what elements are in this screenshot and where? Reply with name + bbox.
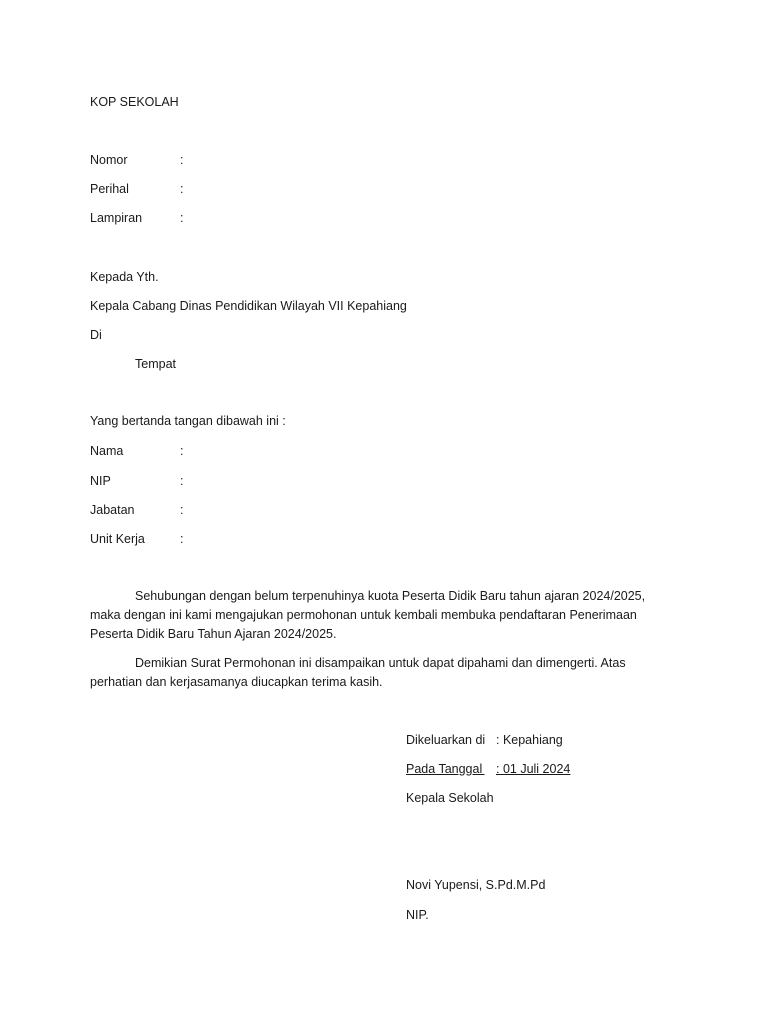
- closing-signer-name: Novi Yupensi, S.Pd.M.Pd: [406, 878, 546, 892]
- closing-issued-label: Dikeluarkan di: [406, 733, 486, 747]
- kop-sekolah: KOP SEKOLAH: [90, 95, 179, 109]
- signer-intro: Yang bertanda tangan dibawah ini :: [90, 414, 286, 428]
- meta-nomor-label: Nomor: [90, 153, 128, 167]
- closing-position: Kepala Sekolah: [406, 791, 494, 805]
- recipient-name: Kepala Cabang Dinas Pendidikan Wilayah VII Kepahiang: [90, 299, 407, 313]
- signer-jabatan-label: Jabatan: [90, 503, 135, 517]
- closing-date-value: : 01 Juli 2024: [496, 762, 571, 776]
- signer-nama-label: Nama: [90, 444, 124, 458]
- signer-nip-colon: :: [180, 474, 184, 488]
- signer-unit-kerja-label: Unit Kerja: [90, 532, 145, 546]
- signer-nama-colon: :: [180, 444, 184, 458]
- recipient-tempat: Tempat: [135, 357, 176, 371]
- body-paragraph-1-text: Sehubungan dengan belum terpenuhinya kuota Peserta Didik Baru tahun ajaran 2024/2025, maka dengan ini kami mengajukan permohonan untuk kembali membuka pendaftaran Penerimaan Peserta Didik Baru Tahun Ajaran 2024/2025.: [90, 589, 646, 641]
- signer-unit-kerja-colon: :: [180, 532, 184, 546]
- closing-nip-label: NIP.: [406, 908, 429, 922]
- closing-date-label: Pada Tanggal: [406, 762, 483, 776]
- meta-perihal-colon: :: [180, 182, 184, 196]
- body-paragraph-1: [90, 587, 666, 644]
- meta-perihal-label: Perihal: [90, 182, 129, 196]
- meta-nomor-colon: :: [180, 153, 184, 167]
- closing-date-gap: [481, 761, 496, 777]
- recipient-salutation: Kepada Yth.: [90, 270, 159, 284]
- meta-lampiran-label: Lampiran: [90, 211, 143, 225]
- meta-lampiran-colon: :: [180, 211, 184, 225]
- signer-jabatan-colon: :: [180, 503, 184, 517]
- recipient-di: Di: [90, 328, 102, 342]
- signer-nip-label: NIP: [90, 474, 111, 488]
- closing-issued-value: : Kepahiang: [496, 733, 563, 747]
- body-paragraph-2-text: Demikian Surat Permohonan ini disampaikan untuk dapat dipahami dan dimengerti. Atas perhatian dan kerjasamanya diucapkan terima kasih.: [90, 656, 626, 689]
- body-paragraph-2: [90, 654, 666, 692]
